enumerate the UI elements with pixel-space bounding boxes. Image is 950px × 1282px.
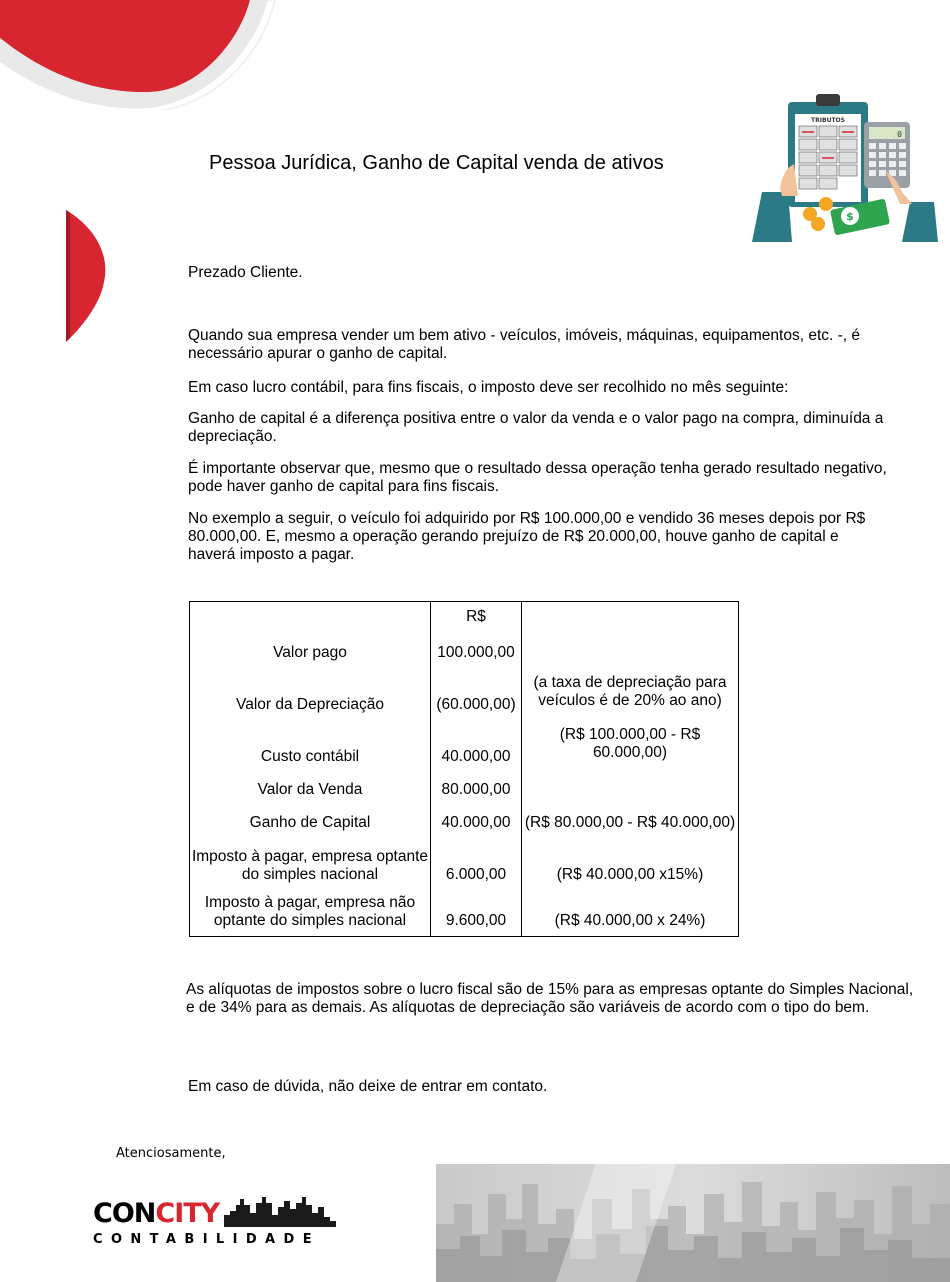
table-cell [522, 766, 739, 799]
table-cell: (60.000,00) [431, 662, 522, 714]
table-row [190, 633, 739, 662]
page-title: Pessoa Jurídica, Ganho de Capital venda de ativos [209, 152, 664, 174]
table-cell: R$ [431, 602, 522, 633]
corner-decoration [0, 0, 280, 110]
table-row [190, 714, 739, 766]
table-header-row [190, 602, 739, 633]
greeting-text: Prezado Cliente. [188, 264, 303, 281]
paragraph-5: No exemplo a seguir, o veículo foi adquirido por R$ 100.000,00 e vendido 36 meses depois por R$ 80.000,00. E, mesmo a operação gerando prejuízo de R$ 20.000,00, houve ganho de capital e haverá imposto a pagar. [188, 510, 866, 563]
table-cell: (R$ 40.000,00 x 24%) [522, 884, 739, 937]
table-cell: 9.600,00 [431, 884, 522, 937]
table-cell: 40.000,00 [431, 799, 522, 832]
svg-text:$: $ [846, 210, 854, 223]
logo-subtitle: CONTABILIDADE [93, 1232, 320, 1247]
table-cell [522, 633, 739, 662]
table-cell: Imposto à pagar, empresa optante do simples nacional [190, 832, 431, 884]
signoff-text: Atenciosamente, [116, 1146, 226, 1161]
tax-clipboard-illustration [752, 92, 938, 244]
table-row [190, 766, 739, 799]
closing-text: Em caso de dúvida, não deixe de entrar em contato. [188, 1078, 548, 1095]
paragraph-1: Quando sua empresa vender um bem ativo - veículos, imóveis, máquinas, equipamentos, etc. -, é necessário apurar o ganho de capital. [188, 327, 861, 362]
brand-logo [93, 1198, 219, 1229]
tax-rates-note: As alíquotas de impostos sobre o lucro fiscal são de 15% para as empresas optante do Simples Nacional, e de 34% para as demais. As alíquotas de depreciação são variáveis de acordo com o tipo do bem. [186, 981, 914, 1016]
table-row [190, 799, 739, 832]
paragraph-4: É importante observar que, mesmo que o resultado dessa operação tenha gerado resultado negativo, pode haver ganho de capital para fins fiscais. [188, 460, 887, 495]
table-cell: Ganho de Capital [190, 799, 431, 832]
table-cell: 80.000,00 [431, 766, 522, 799]
table-cell: 6.000,00 [431, 832, 522, 884]
table-cell: Valor da Depreciação [190, 662, 431, 714]
skyline-logo-icon [224, 1193, 336, 1227]
table-row [190, 832, 739, 884]
table-cell: (R$ 40.000,00 x15%) [522, 832, 739, 884]
table-cell [522, 602, 739, 633]
city-skyline-image [436, 1164, 950, 1282]
table-cell: (R$ 100.000,00 - R$ 60.000,00) [522, 714, 739, 766]
paragraph-2: Em caso lucro contábil, para fins fiscais, o imposto deve ser recolhido no mês seguinte: [188, 379, 789, 396]
table-cell: (a taxa de depreciação para veículos é de 20% ao ano) [522, 662, 739, 714]
calculator-display: 0 [897, 130, 902, 139]
table-cell: Valor da Venda [190, 766, 431, 799]
table-cell: Imposto à pagar, empresa não optante do simples nacional [190, 884, 431, 937]
table-row [190, 662, 739, 714]
table-cell: 100.000,00 [431, 633, 522, 662]
side-bookmark-decoration [66, 210, 108, 342]
logo-part2: CITY [155, 1198, 220, 1229]
table-cell: 40.000,00 [431, 714, 522, 766]
clipboard-label: TRIBUTOS [811, 117, 845, 124]
table-cell: Valor pago [190, 633, 431, 662]
paragraph-3: Ganho de capital é a diferença positiva entre o valor da venda e o valor pago na compra, diminuída a depreciação. [188, 410, 884, 445]
logo-part1: CON [93, 1198, 156, 1229]
table-cell: Custo contábil [190, 714, 431, 766]
table-cell: (R$ 80.000,00 - R$ 40.000,00) [522, 799, 739, 832]
table-cell [190, 602, 431, 633]
capital-gain-table [189, 601, 739, 937]
table-row [190, 884, 739, 937]
